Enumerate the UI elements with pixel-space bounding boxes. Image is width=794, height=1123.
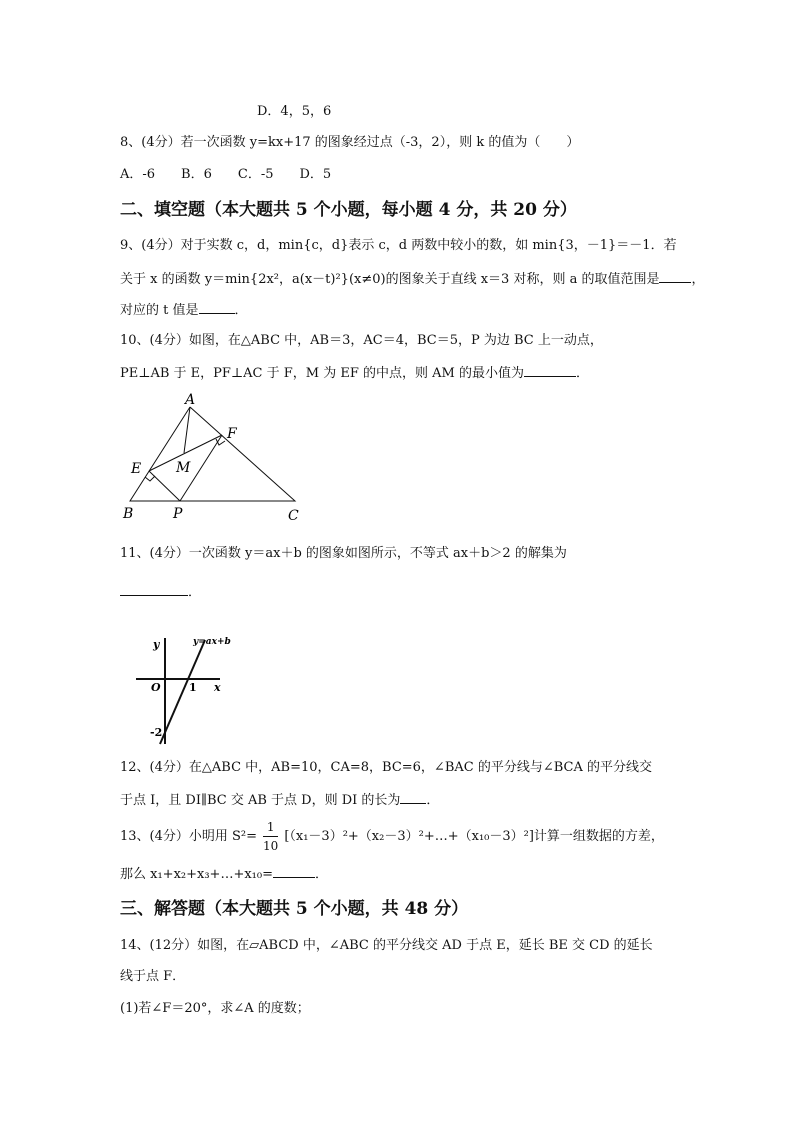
q11-line1: 11、(4分）一次函数 y＝ax＋b 的图象如图所示，不等式 ax＋b＞2 的解集为	[120, 546, 567, 561]
q9-blank-a	[659, 270, 691, 283]
label-m: M	[176, 460, 191, 476]
q9-blank-t	[199, 301, 235, 314]
right-angle-e	[145, 476, 155, 481]
q10-blank	[524, 364, 576, 377]
q9-line2-end: ，	[691, 272, 705, 287]
q12-line2-text: 于点 I，且 DI∥BC 交 AB 于点 D，则 DI 的长为	[120, 793, 401, 808]
graph-line-label: y=ax+b	[193, 637, 231, 647]
right-angle-f	[216, 439, 225, 445]
q13-line2-text: 那么 x₁+x₂+x₃+…+x₁₀=	[120, 867, 273, 882]
q13-blank	[273, 865, 315, 878]
graph-x-label: x	[214, 681, 221, 694]
q14-line1: 14、(12分）如图，在▱ABCD 中，∠ABC 的平分线交 AD 于点 E，延长 BE 交 CD 的延长	[120, 938, 653, 953]
q13-prefix: 13、(4分）小明用 S²=	[120, 829, 258, 844]
q11-line2	[120, 583, 201, 602]
label-a: A	[185, 393, 196, 408]
q13-line1	[120, 817, 664, 857]
q10-line2-end: ．	[575, 366, 589, 381]
q10-triangle-figure	[118, 393, 308, 525]
q13-line2-end: ．	[314, 867, 328, 882]
label-p: P	[173, 506, 183, 522]
graph-y-label: y	[153, 638, 160, 651]
q10-line2-text: PE⊥AB 于 E，PF⊥AC 于 F，M 为 EF 的中点，则 AM 的最小值为	[120, 366, 524, 381]
q14-line2: 线于点 F．	[120, 969, 186, 984]
q13-frac-den: 10	[263, 839, 279, 853]
graph-x-tick: 1	[189, 681, 197, 694]
q12-line1: 12、(4分）在△ABC 中，AB=10，CA=8，BC=6，∠BAC 的平分线与∠BCA 的平分线交	[120, 760, 652, 775]
q9-line3-end: ．	[234, 303, 248, 318]
q12-line2	[120, 791, 439, 810]
q9-line2	[120, 270, 704, 289]
graph-y-tick: -2	[150, 726, 163, 739]
q9-line3-text: 对应的 t 值是	[120, 303, 199, 318]
q8-text: 8、(4分）若一次函数 y=kx+17 的图象经过点（-3，2），则 k 的值为（ ）	[120, 135, 580, 150]
section2-title: 二、填空题（本大题共 5 个小题，每小题 4 分，共 20 分）	[120, 200, 577, 220]
segment-am	[184, 407, 190, 453]
q12-line2-end: ．	[426, 793, 440, 808]
q9-line1: 9、(4分）对于实数 c，d，min{c，d}表示 c，d 两数中较小的数，如 min{3，－1}＝－1．若	[120, 238, 677, 253]
label-e: E	[131, 461, 142, 477]
q7-option-d: D．4，5，6	[257, 104, 332, 119]
q9-line3	[120, 301, 248, 320]
q10-line2	[120, 364, 589, 383]
q13-line2	[120, 865, 328, 884]
q11-linear-graph	[130, 632, 250, 747]
label-b: B	[123, 506, 134, 522]
label-c: C	[288, 508, 299, 524]
q8-options: A．-6 B．6 C．-5 D．5	[120, 167, 332, 182]
q13-fraction	[263, 818, 278, 855]
section3-title: 三、解答题（本大题共 5 个小题，共 48 分）	[120, 899, 469, 919]
triangle-abc	[130, 407, 295, 501]
q12-blank	[400, 791, 426, 804]
label-f: F	[227, 426, 237, 442]
graph-line	[160, 640, 205, 744]
q13-frac-num: 1	[263, 818, 278, 837]
q10-line1: 10、(4分）如图，在△ABC 中，AB＝3，AC＝4，BC＝5，P 为边 BC 上一动点，	[120, 333, 603, 348]
q14-part1: (1)若∠F＝20°，求∠A 的度数；	[120, 1001, 310, 1016]
graph-origin-label: O	[151, 681, 161, 694]
q9-line2-text: 关于 x 的函数 y＝min{2x²，a(x－t)²}(x≠0)的图象关于直线 x＝3 对称，则 a 的取值范围是	[120, 272, 660, 287]
q11-blank	[120, 583, 188, 596]
q13-expression: [（x₁－3）²+（x₂－3）²+…+（x₁₀－3）²]计算一组数据的方差，	[284, 829, 664, 844]
q11-line2-end: ．	[188, 585, 202, 600]
